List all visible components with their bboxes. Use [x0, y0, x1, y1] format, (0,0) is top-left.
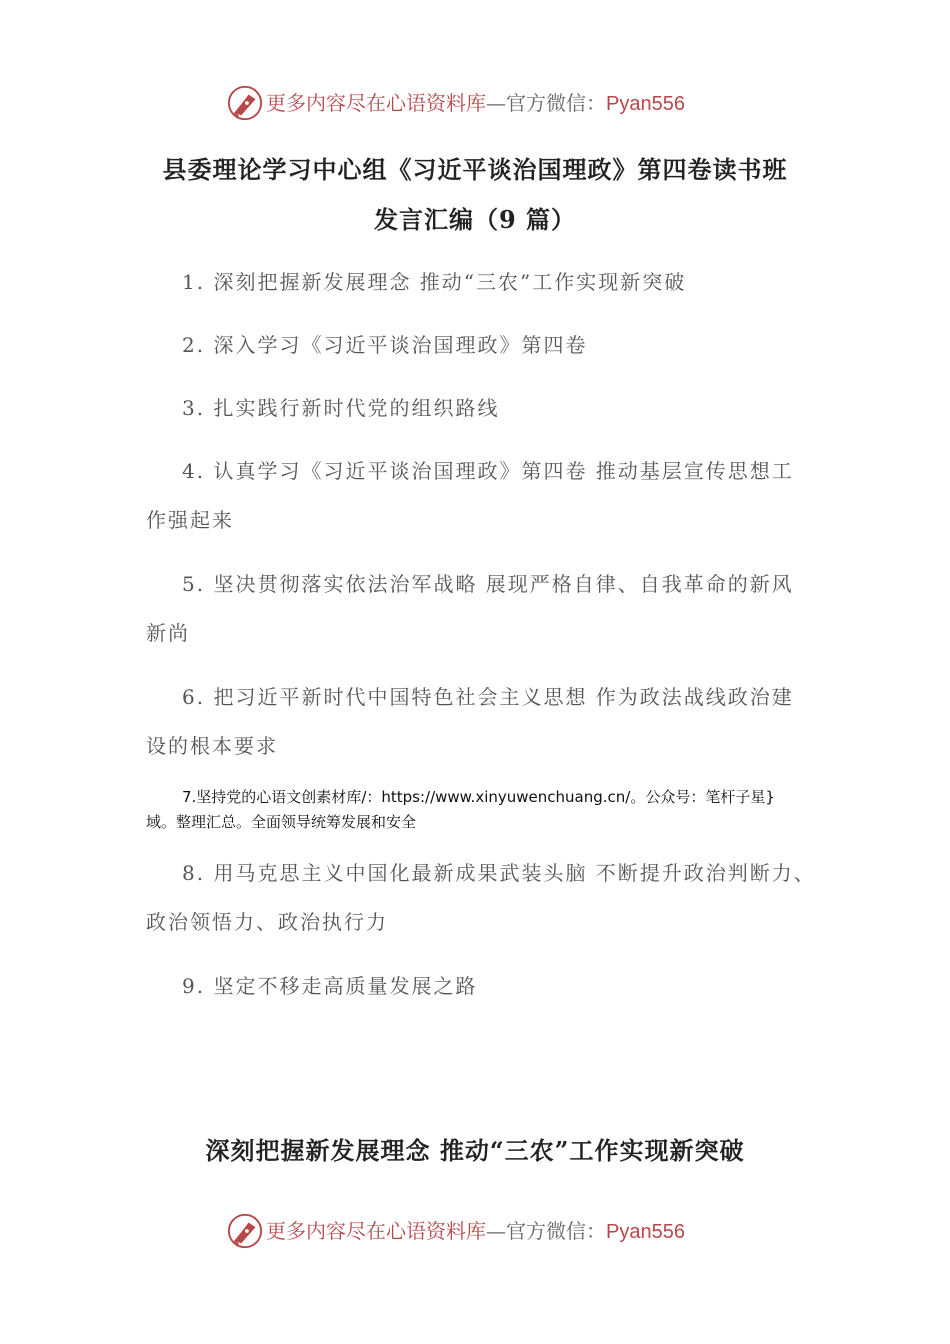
toc-item-text-continued: 设的根本要求 — [146, 734, 278, 758]
toc-item — [146, 785, 846, 835]
toc-item — [146, 861, 826, 935]
toc-item-text: 3. 扎实践行新时代党的组织路线 — [182, 396, 500, 420]
toc-item — [146, 459, 826, 533]
banner-site-name: 更多内容尽在心语资料库 — [266, 1219, 486, 1243]
toc-item — [146, 974, 826, 999]
toc-item-text: 6. 把习近平新时代中国特色社会主义思想 作为政法战线政治建 — [182, 685, 794, 709]
banner-wechat-id: Pyan556 — [606, 1221, 685, 1243]
toc-item-text: 7.坚持党的心语文创素材库/：https://www.xinyuwenchuang.cn/。公众号：笔杆子星} — [182, 788, 775, 806]
pen-nib-icon — [226, 84, 264, 122]
toc-item-text: 2. 深入学习《习近平谈治国理政》第四卷 — [182, 333, 588, 357]
section-title: 深刻把握新发展理念 推动“三农”工作实现新突破 — [205, 1136, 745, 1165]
banner-wechat-label: —官方微信： — [486, 1219, 606, 1243]
toc-item-text: 8. 用马克思主义中国化最新成果武装头脑 不断提升政治判断力、 — [182, 861, 816, 885]
document-title-line2: 发言汇编（9 篇） — [373, 205, 577, 234]
toc-item-text: 1. 深刻把握新发展理念 推动“三农”工作实现新突破 — [182, 270, 687, 294]
toc-item-text-continued: 域。整理汇总。全面领导统筹发展和安全 — [146, 813, 417, 831]
banner-text — [266, 1218, 685, 1245]
banner-wechat-id: Pyan556 — [606, 93, 685, 115]
toc-item-text: 9. 坚定不移走高质量发展之路 — [182, 974, 478, 998]
toc-item — [146, 685, 826, 759]
footer-banner — [0, 1206, 950, 1256]
toc-item-text: 5. 坚决贯彻落实依法治军战略 展现严格自律、自我革命的新风 — [182, 572, 794, 596]
document-title-line1: 县委理论学习中心组《习近平谈治国理政》第四卷读书班 — [162, 155, 788, 184]
toc-item — [146, 396, 826, 421]
banner-wechat-label: —官方微信： — [486, 91, 606, 115]
toc-item — [146, 572, 826, 646]
toc-item — [146, 333, 826, 358]
header-banner — [0, 78, 950, 128]
toc-item-text-continued: 政治领悟力、政治执行力 — [146, 910, 388, 934]
banner-text — [266, 90, 685, 117]
pen-nib-icon — [226, 1212, 264, 1250]
toc-item — [146, 270, 826, 295]
toc-item-text-continued: 作强起来 — [146, 508, 234, 532]
toc-item-text: 4. 认真学习《习近平谈治国理政》第四卷 推动基层宣传思想工 — [182, 459, 794, 483]
toc-item-text-continued: 新尚 — [146, 621, 190, 645]
banner-site-name: 更多内容尽在心语资料库 — [266, 91, 486, 115]
